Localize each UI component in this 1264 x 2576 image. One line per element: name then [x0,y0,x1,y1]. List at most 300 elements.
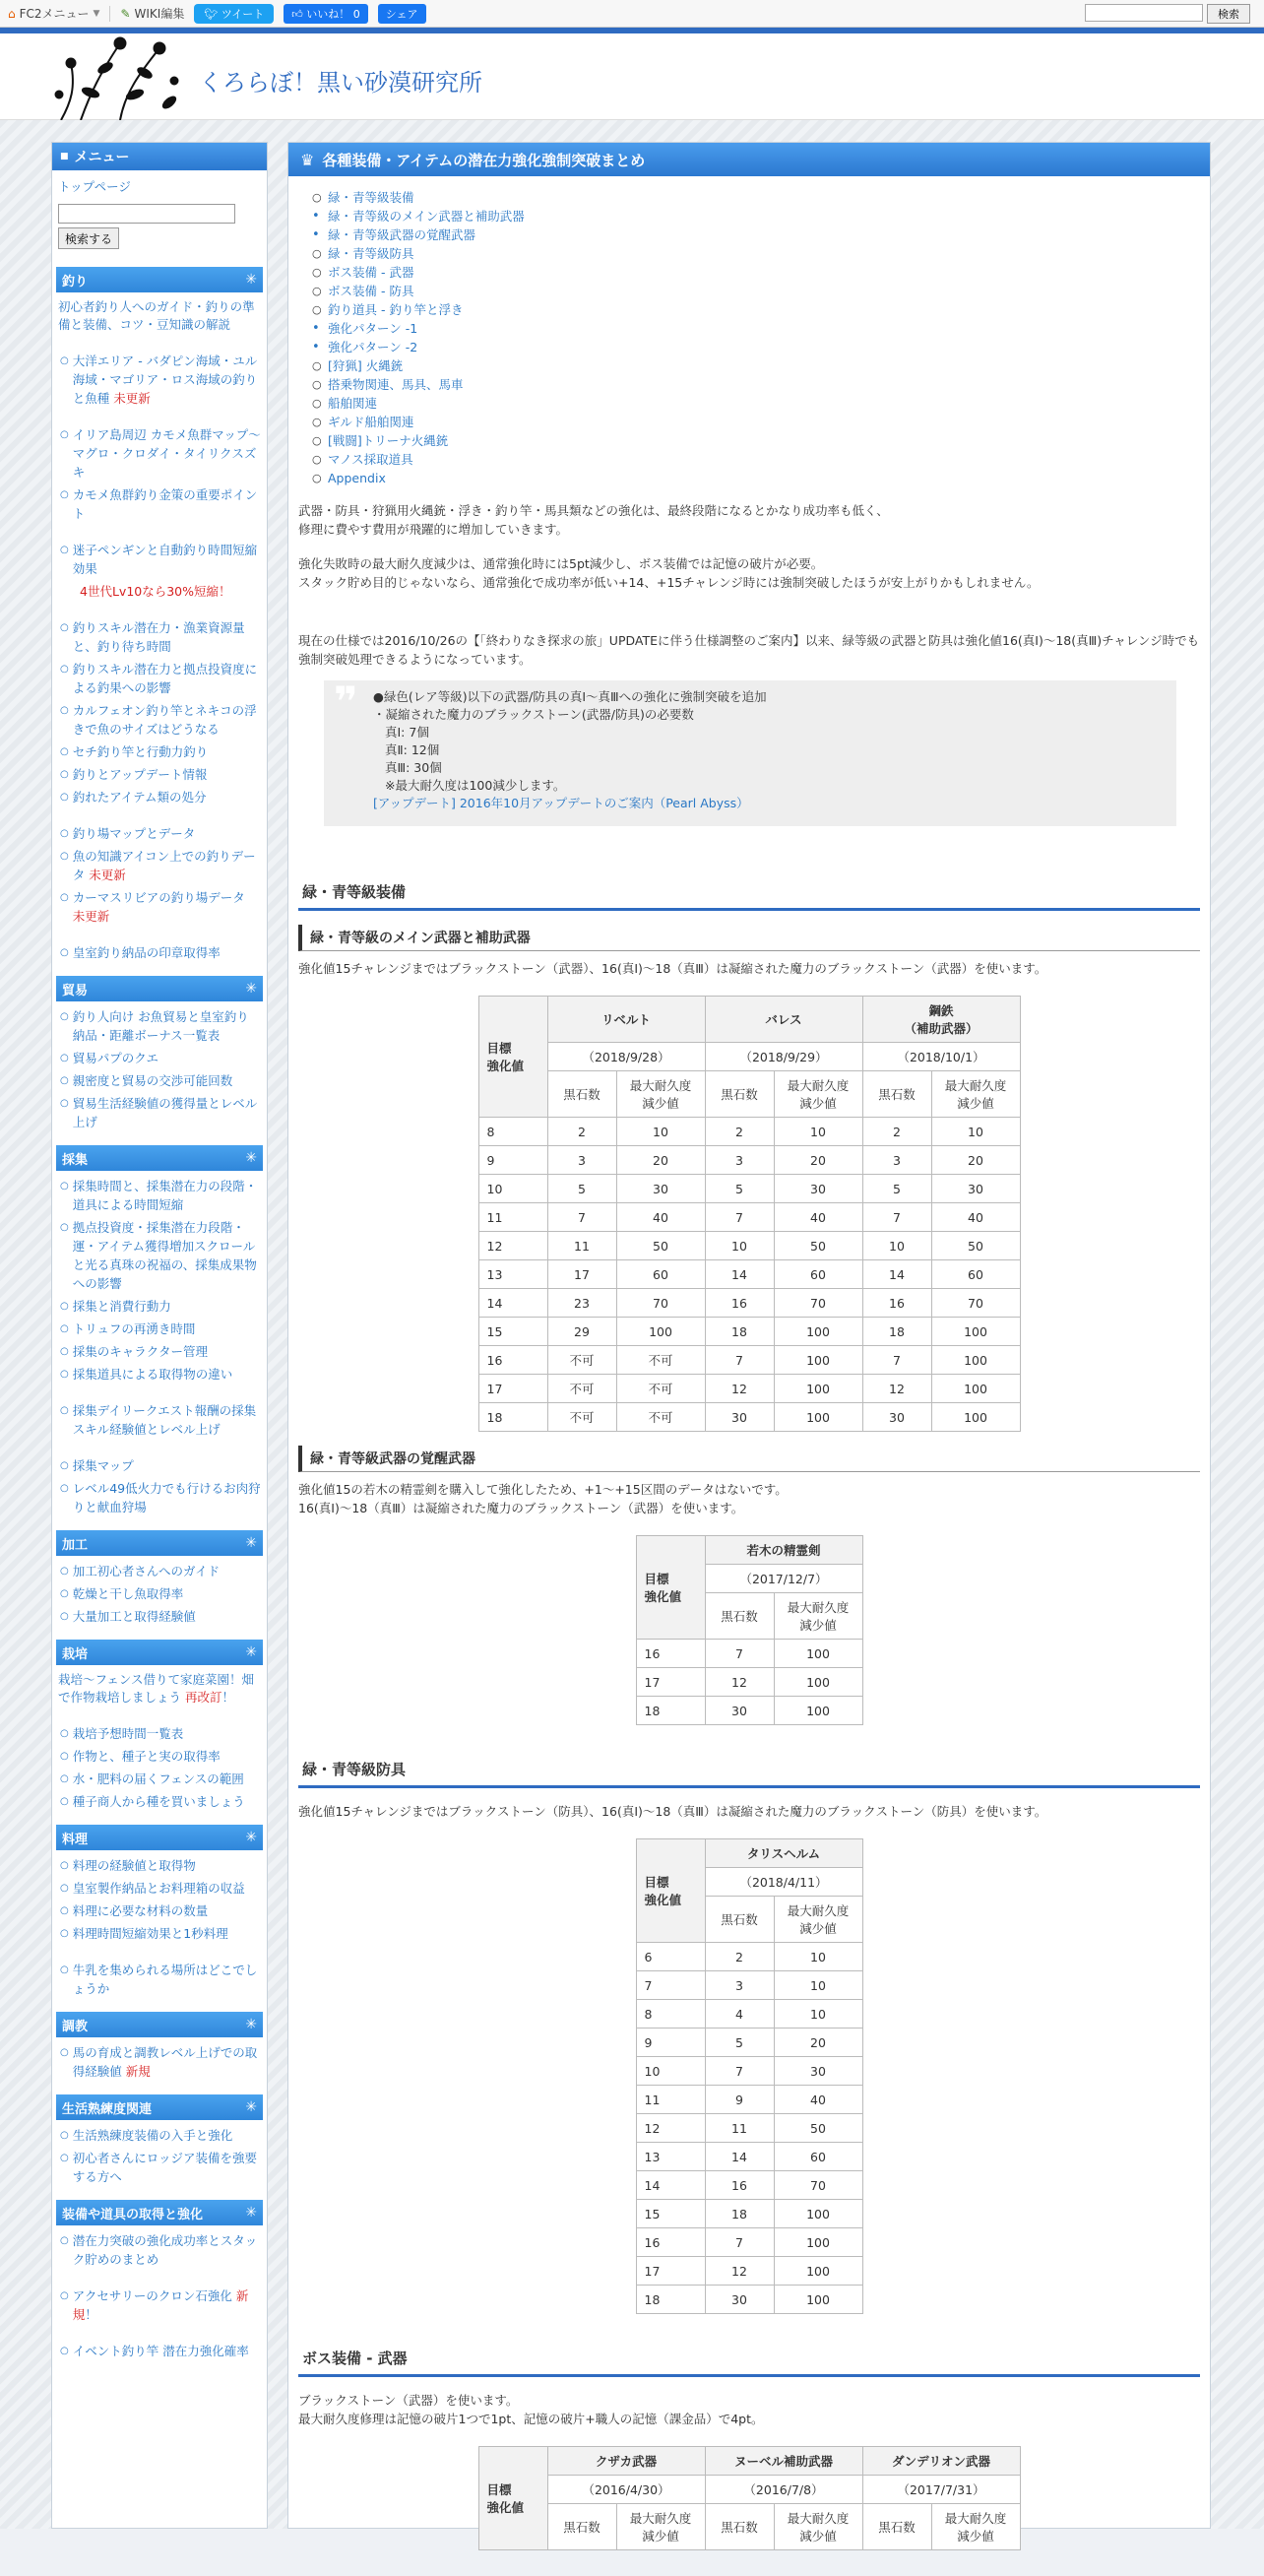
sidebar-link[interactable] [52,616,267,658]
toc-link[interactable]: 緑・青等級防具 [328,246,414,261]
table-cell: 16 [705,2171,774,2200]
intro-paragraph-1: 武器・防具・狩猟用火縄銃・浮き・釣り竿・馬具類などの強化は、最終段階になるとかなり成功率も低く、 修理に費やす費用が飛躍的に増加していきます。 [298,503,889,537]
durability-header: 最大耐久度減少値 [931,2504,1020,2550]
table-row [478,1203,1020,1232]
sidebar-link-label: ○ 採集マップ [72,1458,134,1473]
sparkle-icon: ✳ [245,1150,257,1166]
table-cell: 30 [705,1403,774,1432]
table-cell: 18 [636,2286,705,2314]
dot-bullet-icon: • [312,227,320,242]
table-cell: 100 [774,1403,862,1432]
toc-item[interactable] [312,394,1200,413]
main-content [287,142,1211,2544]
like-button[interactable] [284,4,368,24]
sidebar-link[interactable] [52,2147,267,2188]
sidebar-link[interactable] [52,1605,267,1628]
item-name-header: 若木の精霊剣 [705,1536,862,1565]
sidebar-section-header [56,1145,263,1171]
table-cell: 50 [616,1232,705,1260]
toc-link[interactable]: [戦闘]トリーナ火縄銃 [328,433,449,448]
sidebar-link-label: ○ 加工初心者さんへのガイド [72,1564,221,1578]
sidebar-menu-header [52,143,267,170]
sidebar-link-label: ○ アクセサリーのクロン石強化 新規！ [72,2288,249,2322]
sidebar-link-label: ○ 釣りスキル潜在力・漁業資源量と、釣り待ち時間 [72,620,245,654]
sidebar-link-label: ○ 乾燥と干し魚取得率 [72,1586,184,1601]
toc-item[interactable] [312,207,1200,225]
durability-header: 最大耐久度減少値 [774,1071,862,1118]
sidebar-link-label: ○ 拠点投資度・採集潜在力段階・運・アイテム獲得増加スクロールと光る真珠の祝福の、採集成果物への影響 [72,1220,257,1291]
toc-link[interactable]: [狩猟] 火縄銃 [328,358,404,373]
table-cell: 18 [862,1318,931,1346]
toc-item[interactable] [312,469,1200,487]
sidebar-link[interactable] [52,1877,267,1900]
stones-header: 黒石数 [705,1897,774,1943]
table-cell: 30 [705,1697,774,1725]
quote-line: ●緑色(レア等級)以下の武器/防具の真Ⅰ～真Ⅲへの強化に強制突破を追加 [373,689,767,704]
table-cell: 100 [774,1697,862,1725]
sidebar-link[interactable] [52,658,267,699]
table-cell: 7 [636,1971,705,2000]
sidebar-link[interactable] [52,483,267,525]
sidebar-link[interactable] [52,741,267,763]
enhancement-table [636,1838,863,2314]
table-cell: 12 [705,1668,774,1697]
date-row [478,1043,1020,1071]
table-cell: 18 [705,1318,774,1346]
sidebar-link[interactable] [52,2285,267,2326]
item-date: （2016/4/30） [547,2476,705,2504]
sidebar-link[interactable] [52,1790,267,1813]
item-date: （2018/10/1） [862,1043,1020,1071]
table-row [636,2228,862,2257]
table-cell: 10 [478,1175,547,1203]
spacer [52,1708,267,1722]
section-text: 強化値15チャレンジまではブラックストーン（防具）、16(真Ⅰ)～18（真Ⅲ）は凝縮された魔力のブラックストーン（防具）を使います。 [298,1804,1047,1819]
sidebar-link[interactable] [52,1900,267,1922]
toc-item[interactable] [312,450,1200,469]
divider [109,6,110,22]
table-cell: 30 [931,1175,1020,1203]
table-row [636,2086,862,2114]
table-cell: 100 [774,2228,862,2257]
sidebar-top [52,170,267,255]
table-cell: 2 [547,1118,616,1146]
table-cell: 50 [774,1232,862,1260]
sidebar-link-label: ○ カーマスリビアの釣り場データ 未更新 [72,890,245,924]
item-name-header: タリスヘルム [705,1839,862,1868]
stones-header: 黒石数 [705,2504,774,2550]
sidebar-link-label: ○ 牛乳を集められる場所はどこでしょうか [72,1963,258,1996]
sidebar-link[interactable] [52,2041,267,2083]
sidebar-link[interactable] [52,786,267,808]
sidebar-link[interactable] [52,845,267,886]
sidebar-link[interactable] [52,1477,267,1518]
table-row [636,2257,862,2286]
table-cell: 7 [705,2228,774,2257]
table-cell: 100 [616,1318,705,1346]
sidebar-link[interactable] [52,350,267,410]
toc-item[interactable] [312,319,1200,338]
table-cell: 16 [705,1289,774,1318]
sidebar-link[interactable] [52,1047,267,1069]
table-cell: 7 [862,1203,931,1232]
subheading-main-sub-weapons: 緑・青等級のメイン武器と補助武器 [298,925,1200,951]
table-cell: 3 [705,1146,774,1175]
stones-header: 黒石数 [705,1593,774,1640]
toc-item[interactable] [312,225,1200,244]
table-cell: 13 [478,1260,547,1289]
table-row [636,2171,862,2200]
table-cell: 50 [774,2114,862,2143]
status-badge: 再改訂 [185,1690,222,1705]
table-row [636,2029,862,2057]
like-label: いいね！ 0 [306,7,360,21]
spacer [52,928,267,941]
table-cell: 9 [478,1146,547,1175]
table-cell: 40 [774,2086,862,2114]
table-row [636,2143,862,2171]
sidebar-top-page-link[interactable]: トップページ [58,179,131,194]
fc2-toolbar [0,0,1264,28]
table-row [478,1118,1020,1146]
toc-link[interactable]: 緑・青等級装備 [328,190,414,205]
spacer [52,410,267,423]
toc-item[interactable] [312,188,1200,207]
sidebar-link[interactable] [52,1745,267,1768]
table-cell: 18 [478,1403,547,1432]
site-title[interactable]: くろらぼ！黒い砂漠研究所 [199,69,482,97]
sidebar-link[interactable] [52,296,267,336]
item-date: （2018/4/11） [705,1868,862,1897]
sidebar-link-label: ○ 親密度と貿易の交渉可能回数 [72,1073,233,1088]
table-cell: 不可 [547,1346,616,1375]
table-cell: 3 [547,1146,616,1175]
table-cell: 20 [616,1146,705,1175]
site-header [0,33,1264,120]
top-search-input[interactable] [1085,4,1203,22]
sidebar-link-label: 栽培～フェンス借りて家庭菜園！畑で作物栽培しましょう 再改訂！ [58,1672,255,1705]
sidebar-link-label: ○ 採集デイリークエスト報酬の採集スキル経験値とレベル上げ [72,1403,257,1437]
article-title: 各種装備・アイテムの潜在力強化強制突破まとめ [322,151,646,169]
table-cell: 40 [774,1203,862,1232]
table-of-contents [298,188,1200,487]
table-cell: 不可 [616,1346,705,1375]
durability-header: 最大耐久度減少値 [931,1071,1020,1118]
table-row [478,1346,1020,1375]
table-cell: 100 [774,1318,862,1346]
toc-link[interactable]: 強化パターン -1 [328,321,418,336]
circle-bullet-icon: ○ [312,453,322,466]
sidebar-link-label: ○ イリア島周辺 カモメ魚群マップ～マグロ・クロダイ・タイリクスズキ [72,427,261,480]
toc-item[interactable] [312,413,1200,431]
toc-item[interactable] [312,356,1200,375]
quote-line: ※最大耐久度は100減少します。 [385,778,566,793]
table-cell: 2 [862,1118,931,1146]
table-cell: 14 [705,2143,774,2171]
target-header: 目標 強化値 [636,1839,705,1943]
table-cell: 40 [931,1203,1020,1232]
table-cell: 14 [705,1260,774,1289]
sidebar-link[interactable] [52,941,267,964]
sidebar-link[interactable] [52,1363,267,1385]
tweet-button[interactable] [194,4,274,24]
wiki-edit-label: WIKI編集 [134,7,185,21]
sidebar-link-label: ○ カモメ魚群釣り金策の重要ポイント [72,487,258,521]
toc-link[interactable]: 搭乗物関連、馬具、馬車 [328,377,464,392]
wiki-edit-link[interactable] [120,5,184,22]
fc2-menu[interactable] [8,5,99,22]
table-cell: 不可 [616,1375,705,1403]
sidebar-link-label: ○ イベント釣り竿 潜在力強化確率 [72,2344,249,2358]
table-row [636,1640,862,1668]
table-weapons [298,996,1200,1432]
sidebar-link[interactable] [52,1722,267,1745]
table-cell: 不可 [616,1403,705,1432]
section-heading-boss-weapons: ボス装備 - 武器 [298,2342,1200,2377]
edit-icon: ✎ [120,6,131,21]
table-cell: 2 [705,1943,774,1971]
sidebar-link[interactable] [52,1005,267,1047]
item-date: （2017/12/7） [705,1565,862,1593]
sidebar-link-label: 初心者釣り人へのガイド・釣りの準備と装備、コツ・豆知識の解説 [58,299,255,332]
stones-header: 黒石数 [547,2504,616,2550]
table-row [636,2200,862,2228]
sidebar-link[interactable] [52,1216,267,1295]
spacer [52,808,267,822]
sparkle-icon: ✳ [245,272,257,288]
subheader-row [478,2504,1020,2550]
sidebar-link-label: ○ 魚の知識アイコン上での釣りデータ 未更新 [72,849,256,882]
item-date: （2018/9/29） [705,1043,862,1071]
table-cell: 6 [636,1943,705,1971]
share-button[interactable]: シェア [378,4,426,24]
sidebar-link-label: ○ 釣れたアイテム類の処分 [72,790,207,805]
sidebar-link[interactable] [52,1669,267,1708]
sidebar-link[interactable] [52,1854,267,1877]
sidebar-link[interactable] [52,1295,267,1318]
sidebar-link[interactable] [52,822,267,845]
table-cell: 17 [636,1668,705,1697]
sidebar-section-header [56,2200,263,2225]
sparkle-icon: ✳ [245,1644,257,1660]
toc-item[interactable] [312,431,1200,450]
toc-link[interactable]: 釣り道具 - 釣り竿と浮き [328,302,464,317]
header-row [478,997,1020,1043]
table-cell: 14 [862,1260,931,1289]
table-cell: 16 [478,1346,547,1375]
sidebar-section-header [56,2012,263,2037]
sidebar-link[interactable] [52,1318,267,1340]
toc-link[interactable]: 船舶関連 [328,396,378,411]
toc-item[interactable] [312,375,1200,394]
durability-header: 最大耐久度減少値 [616,2504,705,2550]
header-row [636,1536,862,1565]
circle-bullet-icon: ○ [312,191,322,204]
date-row [478,2476,1020,2504]
table-cell: 10 [616,1118,705,1146]
sidebar-link-label: ○ トリュフの再湧き時間 [72,1321,196,1336]
sidebar [51,142,268,2529]
table-boss-weapons [298,2446,1200,2550]
toc-link[interactable]: ギルド船舶関連 [328,415,414,429]
sidebar-section-header [56,1640,263,1665]
sparkle-icon: ✳ [245,2205,257,2221]
table-row [478,1175,1020,1203]
sidebar-link[interactable] [52,1340,267,1363]
sidebar-link[interactable] [52,1069,267,1092]
sidebar-section-header [56,1530,263,1556]
header-row [478,2447,1020,2476]
table-cell: 100 [774,1640,862,1668]
spacer [52,1945,267,1959]
table-row [478,1289,1020,1318]
table-cell: 5 [705,1175,774,1203]
item-date: （2018/9/28） [547,1043,705,1071]
sidebar-section-title: 装備や道具の取得と強化 [62,2207,204,2222]
status-badge: 未更新 [72,909,110,924]
table-cell: 16 [636,1640,705,1668]
table-cell: 60 [774,2143,862,2171]
table-cell: 15 [478,1318,547,1346]
chevron-down-icon: ▼ [93,8,100,19]
table-cell: 7 [705,1203,774,1232]
item-date: （2017/7/31） [862,2476,1020,2504]
table-cell: 12 [636,2114,705,2143]
table-cell: 17 [547,1260,616,1289]
sidebar-link[interactable] [52,2340,267,2362]
table-awakening [298,1535,1200,1725]
table-cell: 100 [774,1668,862,1697]
intro-paragraph-2: 強化失敗時の最大耐久度減少は、通常強化時には5pt減少し、ボス装備では記憶の破片が必要。 スタック貯め目的じゃないなら、通常強化で成功率が低い+14、+15チャレンジ時には強制突破したほうが安上がりかもしれません。 [298,556,1040,590]
circle-bullet-icon: ○ [312,378,322,391]
toc-link[interactable]: 緑・青等級のメイン武器と補助武器 [328,209,525,224]
sidebar-link-label: ○ レベル49低火力でも行けるお肉狩りと献血狩場 [72,1481,261,1514]
quote-block [324,677,1176,826]
table-cell: 60 [931,1260,1020,1289]
sidebar-link[interactable] [52,1582,267,1605]
table-cell: 100 [931,1375,1020,1403]
toc-item[interactable] [312,282,1200,300]
sparkle-icon: ✳ [245,2017,257,2032]
table-row [636,1668,862,1697]
status-badge: 新規 [125,2064,151,2079]
sidebar-section-title: 貿易 [62,983,89,998]
sidebar-link[interactable] [52,423,267,483]
item-name-header: 鋼鉄 （補助武器） [862,997,1020,1043]
sidebar-link-label: ○ 釣りとアップデート情報 [72,767,208,782]
spacer [52,525,267,539]
sidebar-link[interactable] [52,1399,267,1441]
sidebar-section-title: 料理 [62,1832,89,1847]
table-cell: 7 [705,1346,774,1375]
toc-item[interactable] [312,263,1200,282]
toc-link[interactable]: 緑・青等級武器の覚醒武器 [328,227,476,242]
sidebar-section-title: 加工 [62,1537,89,1553]
sidebar-note: 4世代Lv10なら30%短縮！ [80,584,231,599]
item-name-header: クザカ武器 [547,2447,705,2476]
sparkle-icon: ✳ [245,2099,257,2115]
target-header: 目標 強化値 [478,2447,547,2550]
table-row [636,2114,862,2143]
enhancement-table [478,2446,1021,2550]
bird-icon: 🐦︎ [204,7,221,21]
sidebar-link-label: ○ 採集時間と、採集潜在力の段階・道具による時間短縮 [72,1179,258,1212]
sidebar-search-button[interactable]: 検索する [58,227,119,249]
table-cell: 不可 [547,1403,616,1432]
stones-header: 黒石数 [862,1071,931,1118]
sidebar-link-label: ○ カルフェオン釣り竿とネキコの浮きで魚のサイズはどうなる [72,703,257,737]
table-cell: 不可 [547,1375,616,1403]
table-cell: 100 [774,2286,862,2314]
pearl-abyss-update-link[interactable]: [アップデート] 2016年10月アップデートのご案内（Pearl Abyss） [373,796,749,810]
table-cell: 60 [616,1260,705,1289]
item-date: （2016/7/8） [705,2476,862,2504]
table-row [636,2057,862,2086]
circle-bullet-icon: ○ [312,247,322,260]
top-search-button[interactable]: 検索 [1207,4,1250,24]
sidebar-link[interactable] [52,2229,267,2271]
sidebar-section-title: 生活熟練度関連 [62,2101,153,2117]
sidebar-link[interactable] [52,1560,267,1582]
fc2-menu-label: FC2メニュー [19,7,90,21]
table-cell: 12 [862,1375,931,1403]
sidebar-search-input[interactable] [58,204,235,224]
toc-link[interactable]: マノス採取道具 [328,452,413,467]
table-cell: 16 [636,2228,705,2257]
sidebar-link[interactable] [52,539,267,580]
table-cell: 13 [636,2143,705,2171]
toc-item[interactable] [312,338,1200,356]
sidebar-link[interactable] [52,763,267,786]
sidebar-link-label: ○ 貿易パプのクエ [72,1051,158,1065]
sidebar-link-label: ○ 栽培予想時間一覧表 [72,1726,184,1741]
sidebar-link[interactable] [52,1922,267,1945]
header-row [636,1839,862,1868]
table-cell: 100 [774,1346,862,1375]
sidebar-section-title: 採集 [62,1152,89,1168]
sidebar-link[interactable] [52,1959,267,2000]
sidebar-link[interactable] [52,1768,267,1790]
sidebar-link[interactable] [52,1092,267,1133]
table-cell: 15 [636,2200,705,2228]
durability-header: 最大耐久度減少値 [774,2504,862,2550]
sidebar-link[interactable] [52,699,267,741]
sidebar-link-label: ○ 生活熟練度装備の入手と強化 [72,2128,233,2143]
enhancement-table [636,1535,863,1725]
toc-item[interactable] [312,300,1200,319]
quote-line: 真Ⅱ: 12個 [385,742,440,757]
toc-link[interactable]: 強化パターン -2 [328,340,418,354]
enhancement-table [478,996,1021,1432]
sidebar-link-label: ○ 迷子ペンギンと自動釣り時間短縮効果 [72,543,258,576]
toc-link[interactable]: ボス装備 - 防具 [328,284,414,298]
toc-link[interactable]: Appendix [328,471,386,485]
table-cell: 10 [774,1118,862,1146]
sidebar-link[interactable] [52,1454,267,1477]
table-cell: 14 [478,1289,547,1318]
intro-paragraph-3: 現在の仕様では2016/10/26の【「終わりなき探求の旅」UPDATEに伴う仕様調整のご案内】以来、緑等級の武器と防具は強化値16(真Ⅰ)～18(真Ⅲ)チャレンジ時でも強制突破処理できるようになっています。 [298,633,1200,667]
toc-item[interactable] [312,244,1200,263]
toc-link[interactable]: ボス装備 - 武器 [328,265,414,280]
sidebar-link[interactable] [52,1175,267,1216]
table-cell: 20 [774,2029,862,2057]
sidebar-link[interactable] [52,2124,267,2147]
table-cell: 12 [705,2257,774,2286]
sidebar-link-label: ○ 料理時間短縮効果と1秒料理 [72,1926,228,1941]
sidebar-link[interactable] [52,886,267,928]
table-row [478,1146,1020,1175]
sparkle-icon: ✳ [245,1535,257,1551]
